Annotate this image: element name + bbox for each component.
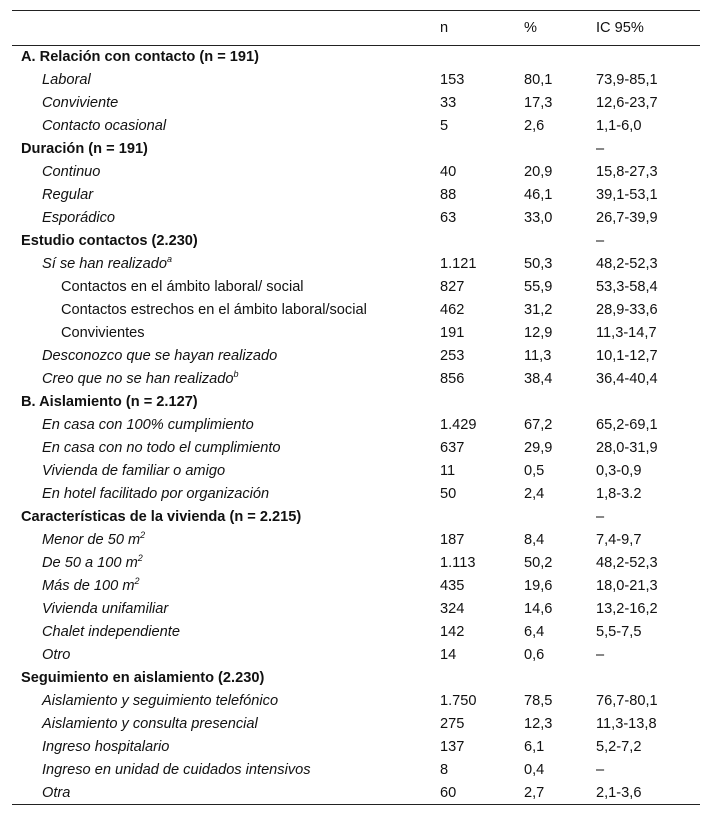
table-row [12,644,700,667]
ci95-cell: 7,4-9,7 [596,532,642,548]
n-cell [440,138,524,161]
row-label: Continuo [42,164,101,180]
n-cell: 253 [440,348,465,364]
percent-cell: 8,4 [524,532,545,548]
row-label: De 50 a 100 m [42,555,138,571]
row-label-cell [12,782,440,805]
percent-cell: 67,2 [524,417,553,433]
percent-cell: 50,3 [524,256,553,272]
row-label: Sí se han realizado [42,256,167,272]
ci95-cell: 1,1-6,0 [596,118,642,134]
row-label: Duración (n = 191) [21,141,148,157]
table-row [12,598,700,621]
row-label: Ingreso en unidad de cuidados intensivos [42,762,311,778]
row-label: Contactos en el ámbito laboral/ social [61,279,304,295]
row-label: Otra [42,784,71,801]
row-label-cell [12,713,440,736]
row-label-superscript: a [166,254,172,264]
row-label-cell [12,345,440,368]
row-label: Vivienda de familiar o amigo [42,463,226,479]
n-cell: 275 [440,716,465,732]
row-label-superscript: 2 [140,530,146,540]
row-label-cell [12,552,440,575]
table-header-row [12,11,700,46]
n-cell [440,230,524,253]
row-label-cell [12,667,440,690]
table-row [12,759,700,782]
data-table-container [12,10,700,805]
n-cell: 14 [440,647,457,663]
row-label: Conviviente [42,95,119,111]
ci95-cell [596,667,700,690]
row-label: Más de 100 m [42,578,135,594]
ci95-cell: – [596,762,605,778]
row-label: En casa con no todo el cumplimiento [42,440,281,456]
table-row [12,437,700,460]
ci95-cell: 28,0-31,9 [596,440,658,456]
n-cell: 324 [440,601,465,617]
percent-cell [524,230,596,253]
table-row [12,161,700,184]
ci95-cell: 11,3-13,8 [596,716,657,732]
row-label-cell [12,115,440,138]
ci95-cell: 15,8-27,3 [596,164,658,180]
row-label: Esporádico [42,210,116,226]
n-cell: 191 [440,325,465,341]
table-row [12,368,700,391]
header-percent: % [524,20,537,36]
percent-cell [524,138,596,161]
percent-cell: 12,3 [524,716,553,732]
ci95-cell: 5,5-7,5 [596,624,642,640]
ci95-cell: – [596,509,605,525]
row-label: Menor de 50 m [42,532,141,548]
ci95-cell: 12,6-23,7 [596,95,658,111]
percent-cell: 2,7 [524,784,545,801]
percent-cell [524,667,596,690]
row-label-cell [12,644,440,667]
ci95-cell: 39,1-53,1 [596,187,658,203]
n-cell: 8 [440,762,449,778]
n-cell [440,506,524,529]
n-cell: 856 [440,371,465,387]
percent-cell: 11,3 [524,348,552,364]
ci95-cell: 48,2-52,3 [596,256,658,272]
row-label: Vivienda unifamiliar [42,601,169,617]
row-label: En casa con 100% cumplimiento [42,417,254,433]
table-row [12,184,700,207]
n-cell: 1.750 [440,693,477,709]
row-label-cell [12,460,440,483]
n-cell: 462 [440,302,465,318]
ci95-cell: 18,0-21,3 [596,578,658,594]
table-row [12,529,700,552]
row-label: Otro [42,647,71,663]
table-body [12,46,700,805]
row-label-cell [12,759,440,782]
percent-cell: 46,1 [524,187,553,203]
section-header-row [12,506,700,529]
percent-cell: 0,6 [524,647,545,663]
row-label: Estudio contactos (2.230) [21,233,198,249]
table-row [12,414,700,437]
row-label-cell [12,207,440,230]
percent-cell: 0,4 [524,762,545,778]
ci95-cell: 1,8-3.2 [596,486,642,502]
row-label-cell [12,276,440,299]
table-row [12,782,700,805]
percent-cell: 50,2 [524,555,553,571]
percent-cell: 20,9 [524,164,553,180]
header-ci95: IC 95% [596,20,644,36]
n-cell: 435 [440,578,465,594]
n-cell: 1.121 [440,256,477,272]
n-cell [440,667,524,690]
row-label-cell [12,437,440,460]
table-row [12,69,700,92]
row-label-cell [12,184,440,207]
row-label-cell [12,391,440,414]
row-label-cell [12,529,440,552]
table-row [12,552,700,575]
n-cell: 11 [440,463,456,479]
n-cell: 187 [440,532,465,548]
row-label-cell [12,368,440,391]
n-cell: 637 [440,440,465,456]
ci95-cell: 53,3-58,4 [596,279,658,295]
row-label-cell [12,690,440,713]
section-header-row [12,667,700,690]
ci95-cell: 0,3-0,9 [596,463,642,479]
table-row [12,253,700,276]
row-label: Contacto ocasional [42,118,167,134]
row-label: Creo que no se han realizado [42,371,234,387]
row-label-superscript: 2 [134,576,140,586]
table-row [12,575,700,598]
percent-cell: 29,9 [524,440,553,456]
n-cell: 1.429 [440,417,477,433]
row-label-cell [12,138,440,161]
row-label: En hotel facilitado por organización [42,486,270,502]
percent-cell: 6,4 [524,624,545,640]
data-table [12,10,700,805]
ci95-cell: 65,2-69,1 [596,417,658,433]
section-header-row [12,46,700,69]
row-label: Regular [42,187,94,203]
row-label: Aislamiento y seguimiento telefónico [42,693,279,709]
row-label: B. Aislamiento (n = 2.127) [21,394,198,410]
n-cell: 137 [440,739,465,755]
row-label: Aislamiento y consulta presencial [42,716,258,732]
n-cell: 33 [440,95,457,111]
n-cell: 40 [440,164,457,180]
table-row [12,713,700,736]
row-label: Convivientes [61,325,145,341]
row-label-superscript: 2 [137,553,143,563]
percent-cell: 2,4 [524,486,545,502]
n-cell: 153 [440,72,465,88]
percent-cell [524,506,596,529]
table-row [12,299,700,322]
n-cell: 60 [440,784,457,801]
n-cell: 63 [440,210,457,226]
table-row [12,690,700,713]
row-label-cell [12,46,440,69]
row-label-cell [12,230,440,253]
n-cell: 88 [440,187,457,203]
percent-cell: 0,5 [524,463,545,479]
ci95-cell: 36,4-40,4 [596,371,658,387]
header-n: n [440,20,449,36]
percent-cell: 19,6 [524,578,553,594]
row-label-cell [12,253,440,276]
ci95-cell: 76,7-80,1 [596,693,658,709]
table-row [12,483,700,506]
ci95-cell [596,391,700,414]
table-row [12,92,700,115]
percent-cell: 17,3 [524,95,553,111]
row-label-cell [12,598,440,621]
row-label-cell [12,299,440,322]
ci95-cell: – [596,141,605,157]
n-cell: 50 [440,486,457,502]
header-label [12,11,440,46]
n-cell: 827 [440,279,465,295]
row-label: Laboral [42,72,91,88]
percent-cell: 38,4 [524,371,553,387]
ci95-cell: 28,9-33,6 [596,302,658,318]
percent-cell: 14,6 [524,601,553,617]
ci95-cell: 10,1-12,7 [596,348,658,364]
table-row [12,736,700,759]
row-label: Contactos estrechos en el ámbito laboral/social [61,302,367,318]
ci95-cell [596,46,700,69]
ci95-cell: 2,1-3,6 [596,784,642,801]
ci95-cell: 5,2-7,2 [596,739,642,755]
percent-cell: 80,1 [524,72,553,88]
row-label-cell [12,92,440,115]
row-label-cell [12,161,440,184]
row-label-cell [12,621,440,644]
row-label: Desconozco que se hayan realizado [42,348,278,364]
ci95-cell: – [596,233,605,249]
percent-cell [524,391,596,414]
row-label-cell [12,69,440,92]
n-cell [440,46,524,69]
table-row [12,322,700,345]
row-label: Seguimiento en aislamiento (2.230) [21,670,265,686]
section-header-row [12,391,700,414]
ci95-cell: 48,2-52,3 [596,555,658,571]
table-row [12,621,700,644]
ci95-cell: 26,7-39,9 [596,210,658,226]
percent-cell: 55,9 [524,279,553,295]
percent-cell: 78,5 [524,693,553,709]
percent-cell: 33,0 [524,210,553,226]
row-label-cell [12,483,440,506]
row-label-cell [12,736,440,759]
table-row [12,460,700,483]
row-label-superscript: b [233,369,239,379]
percent-cell: 31,2 [524,302,553,318]
table-row [12,115,700,138]
table-row [12,276,700,299]
table-row [12,207,700,230]
ci95-cell: 73,9-85,1 [596,72,658,88]
row-label-cell [12,414,440,437]
table-row [12,345,700,368]
ci95-cell: 13,2-16,2 [596,601,658,617]
n-cell: 142 [440,624,465,640]
section-header-row [12,230,700,253]
n-cell: 5 [440,118,449,134]
row-label-cell [12,506,440,529]
row-label-cell [12,575,440,598]
row-label: Chalet independiente [42,624,180,640]
row-label-cell [12,322,440,345]
n-cell: 1.113 [440,555,476,571]
row-label: Características de la vivienda (n = 2.215) [21,509,302,525]
row-label: A. Relación con contacto (n = 191) [21,49,260,66]
percent-cell [524,46,596,69]
row-label: Ingreso hospitalario [42,739,170,755]
percent-cell: 2,6 [524,118,545,134]
ci95-cell: – [596,647,605,663]
percent-cell: 6,1 [524,739,545,755]
ci95-cell: 11,3-14,7 [596,325,657,341]
n-cell [440,391,524,414]
section-header-row [12,138,700,161]
percent-cell: 12,9 [524,325,553,341]
